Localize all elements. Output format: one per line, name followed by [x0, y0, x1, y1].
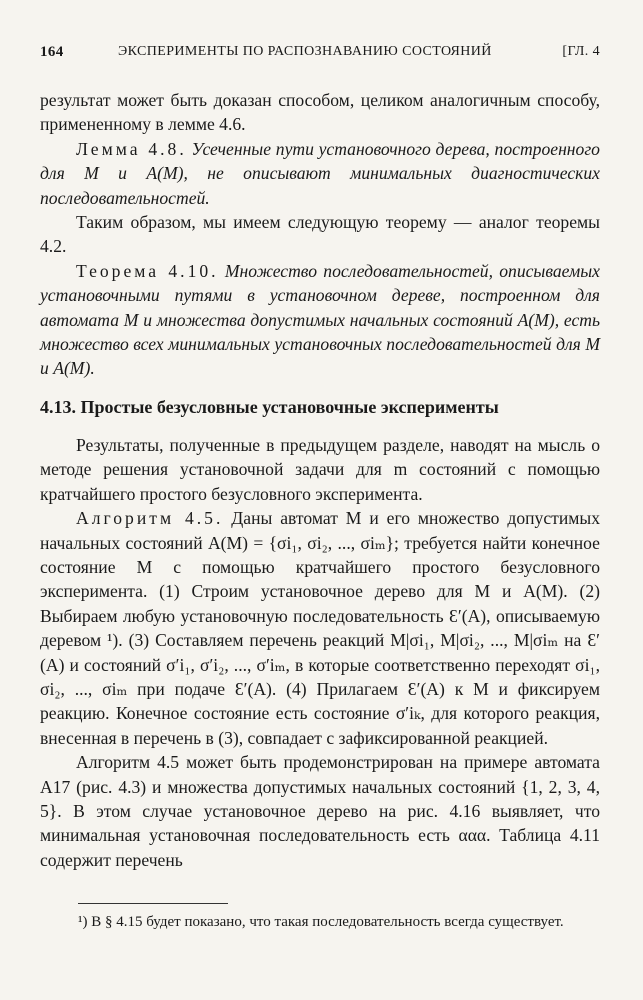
section-heading: 4.13. Простые безусловные установочные эксперименты: [40, 396, 499, 417]
algorithm-4-5: [40, 506, 600, 750]
theorem-label: Теорема 4.10.: [76, 260, 219, 281]
lemma-label: Лемма 4.8.: [76, 138, 187, 159]
running-title: ЭКСПЕРИМЕНТЫ ПО РАСПОЗНАВАНИЮ СОСТОЯНИЙ: [118, 44, 492, 59]
page-body: [40, 88, 600, 872]
algorithm-text: Даны автомат M и его множество допустимых начальных состояний A(M) = {σi₁, σi₂, ..., σiₘ}; требуется найти конечное состояние M с помощью кратчайшего простого безусловного эксперимента. (1) Строим установочное дерево для M и A(M). (2) Выбираем любую установочную последовательность Ɛ′(A), описываемую деревом ¹). (3) Составляем перечень реакций M|σi₁, M|σi₂, ..., M|σiₘ на Ɛ′(A) и состояний σ′i₁, σ′i₂, ..., σ′iₘ, в которые соответственно переходят σi₁, σi₂, ..., σiₘ при подаче Ɛ′(A). (4) Прилагаем Ɛ′(A) к M и фиксируем реакцию. Конечное состояние есть состояние σ′iₖ, для которого реакция, внесенная в перечень в (3), совпадает с зафиксированной реакцией.: [40, 508, 601, 748]
algorithm-label: Алгоритм 4.5.: [76, 508, 224, 529]
paragraph-intro: Результаты, полученные в предыдущем разделе, наводят на мысль о методе решения установочной задачи для m состояний с помощью кратчайшего простого безусловного эксперимента.: [40, 434, 600, 504]
footnote-rule: [78, 903, 228, 904]
lemma-text: Усеченные пути установочного дерева, построенного для M и A(M), не описывают минимальных диагностических последовательностей.: [40, 138, 600, 208]
lemma-4-8: [40, 137, 600, 210]
footnote-text: ¹) В § 4.15 будет показано, что такая последовательность всегда существует.: [78, 914, 564, 930]
theorem-4-10: [40, 259, 600, 381]
paragraph-example: Алгоритм 4.5 может быть продемонстрирован на примере автомата A17 (рис. 4.3) и множества допустимых начальных состояний {1, 2, 3, 4, 5}. В этом случае установочное дерево на рис. 4.16 выявляет, что минимальная установочная последовательность есть ααα. Таблица 4.11 содержит перечень: [40, 752, 600, 870]
theorem-text: Множество последовательностей, описываемых установочными путями в установочном дереве, построенном для автомата M и множества допустимых начальных состояний A(M), есть множество всех минимальных установочных последовательностей для M и A(M).: [40, 260, 600, 379]
chapter-marker: [ГЛ. 4: [562, 44, 600, 59]
footnote: [40, 912, 600, 933]
paragraph-continuation: результат может быть доказан способом, целиком аналогичным способу, примененному в лемме 4.6.: [40, 90, 600, 135]
page-number: 164: [40, 44, 64, 60]
paragraph-transition: Таким образом, мы имеем следующую теорему — аналог теоремы 4.2.: [40, 212, 600, 257]
